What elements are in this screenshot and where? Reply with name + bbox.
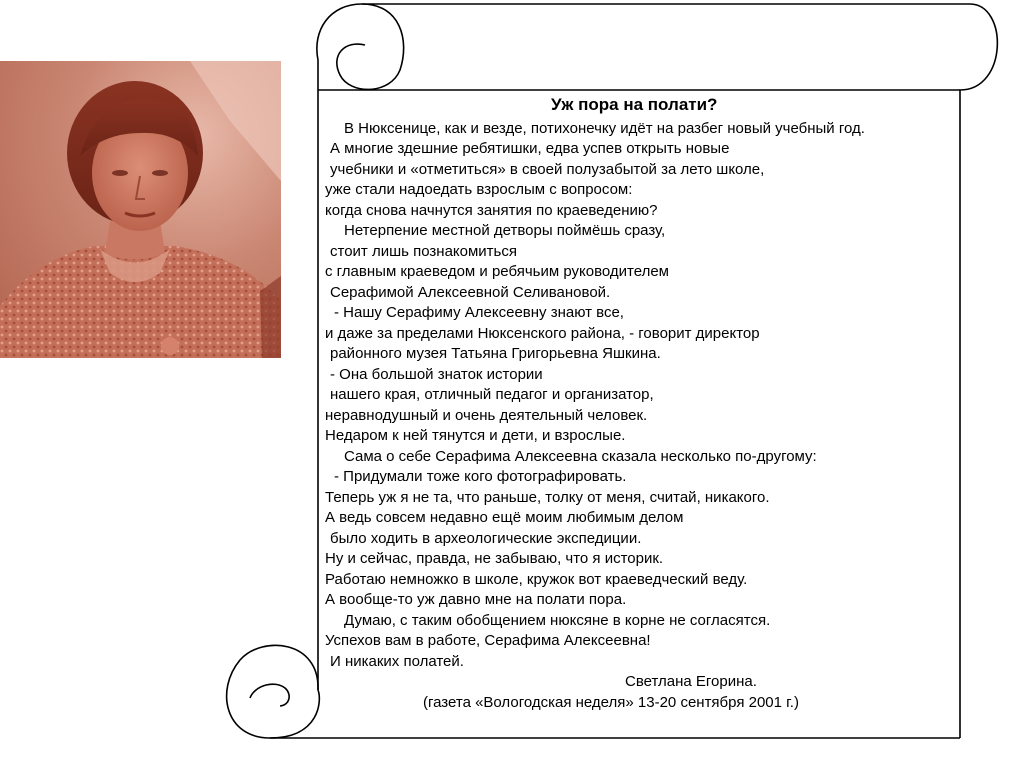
article-title: Уж пора на полати? — [551, 95, 718, 114]
text-line: когда снова начнутся занятия по краеведению? — [325, 202, 658, 219]
text-line: В Нюксенице, как и везде, потихонечку идёт на разбег новый учебный год. — [344, 120, 865, 137]
text-line: и даже за пределами Нюксенского района, - говорит директор — [325, 325, 760, 342]
text-line: районного музея Татьяна Григорьевна Яшкина. — [330, 345, 661, 362]
text-line: - Нашу Серафиму Алексеевну знают все, — [334, 304, 624, 321]
text-line: Ну и сейчас, правда, не забываю, что я историк. — [325, 550, 664, 567]
text-line: стоит лишь познакомиться — [330, 243, 517, 260]
text-line: неравнодушный и очень деятельный человек. — [325, 407, 648, 424]
text-line: с главным краеведом и ребячьим руководителем — [325, 263, 669, 280]
text-line: - Она большой знаток истории — [330, 366, 543, 383]
text-line: Теперь уж я не та, что раньше, толку от меня, считай, никакого. — [325, 489, 770, 506]
text-line: И никаких полатей. — [330, 653, 464, 670]
text-line: Успехов вам в работе, Серафима Алексеевна! — [325, 632, 651, 649]
text-line: Недаром к ней тянутся и дети, и взрослые. — [325, 427, 626, 444]
text-line: уже стали надоедать взрослым с вопросом: — [325, 181, 633, 198]
text-line: Серафимой Алексеевной Селивановой. — [330, 284, 611, 301]
article-author: Светлана Егорина. — [625, 673, 757, 690]
text-line: Думаю, с таким обобщением нюксяне в корне не согласятся. — [344, 612, 771, 629]
article-source: (газета «Вологодская неделя» 13-20 сентября 2001 г.) — [423, 694, 799, 711]
text-line: - Придумали тоже кого фотографировать. — [334, 468, 627, 485]
text-line: было ходить в археологические экспедиции. — [330, 530, 642, 547]
text-line: А многие здешние ребятишки, едва успев открыть новые — [330, 140, 730, 157]
text-line: нашего края, отличный педагог и организатор, — [330, 386, 654, 403]
text-line: А ведь совсем недавно ещё моим любимым делом — [325, 509, 684, 526]
text-line: Работаю немножко в школе, кружок вот краеведческий веду. — [325, 571, 748, 588]
text-line: Сама о себе Серафима Алексеевна сказала несколько по-другому: — [344, 448, 817, 465]
text-line: Нетерпение местной детворы поймёшь сразу, — [344, 222, 666, 239]
text-line: учебники и «отметиться» в своей полузабытой за лето школе, — [330, 161, 765, 178]
text-line: А вообще-то уж давно мне на полати пора. — [325, 591, 627, 608]
